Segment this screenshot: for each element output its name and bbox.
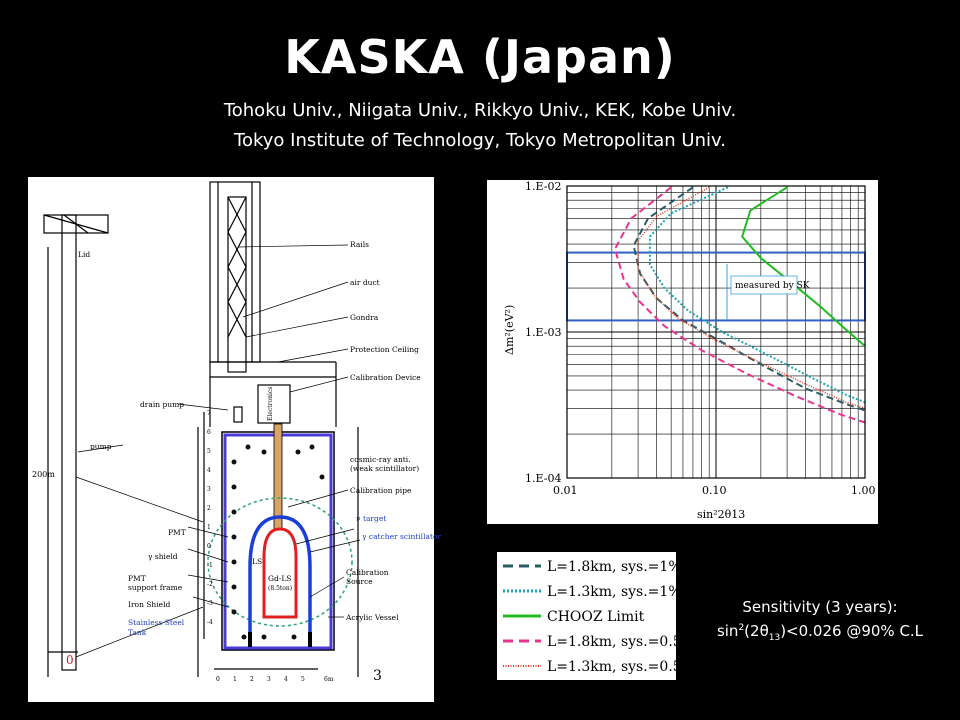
label-calibration-device: Calibration Device: [350, 373, 421, 382]
label-calib-source: Calibration: [346, 568, 389, 577]
legend-label: L=1.3km, sys.=1%: [547, 584, 682, 600]
label-lid: Lid: [78, 250, 91, 259]
label-zero-marker: 0: [66, 653, 74, 667]
vertical-ticks: [207, 410, 213, 626]
electronics-box: [258, 385, 290, 423]
affiliations-line-1: Tohoku Univ., Niigata Univ., Rikkyo Univ., KEK, Kobe Univ.: [223, 100, 737, 121]
sensitivity-chart: [487, 180, 878, 524]
vertical-tick: -3: [207, 600, 213, 607]
y-tick-label: 1.E-04: [525, 472, 562, 485]
scale-tick: 1: [233, 676, 237, 683]
detector-diagram: [28, 177, 442, 702]
vertical-tick: 4: [207, 467, 211, 474]
chart-legend: [497, 552, 695, 680]
label-weak-scintillator: (weak scintillator): [350, 464, 420, 473]
label-gdls-size: (8.5ton): [268, 585, 293, 592]
label-electronics: Electronics: [267, 386, 274, 421]
label-calib-source-2: Source: [346, 577, 373, 586]
calibration-pipe: [274, 424, 282, 544]
scale-tick: 2: [250, 676, 254, 683]
label-air-duct: air duct: [350, 278, 380, 287]
chart-curves: [615, 187, 865, 422]
pump-shaft: [62, 215, 76, 670]
label-scale-unit: 6m: [324, 676, 334, 683]
label-page-number: 3: [373, 668, 382, 684]
legend-label: L=1.3km, sys.=0.5%: [547, 659, 695, 675]
label-acrylic: Acrylic Vessel: [346, 613, 399, 622]
y-axis-label: Δm²(eV²): [503, 304, 516, 355]
detector-schematic-svg: [28, 177, 442, 702]
label-gamma-catcher: γ catcher scintillator: [362, 532, 442, 541]
legend-label: CHOOZ Limit: [547, 609, 645, 625]
vertical-tick: 7: [207, 410, 211, 417]
legend-label: L=1.8km, sys.=1%: [547, 559, 682, 575]
legend-label: L=1.8km, sys.=0.5%: [547, 634, 695, 650]
label-cosmic-ray: cosmic-ray anti.: [350, 455, 411, 464]
vertical-tick: -2: [207, 581, 213, 588]
series-line: [634, 187, 865, 410]
x-tick-label: 1.00: [851, 484, 876, 497]
scale-tick: 4: [284, 676, 288, 683]
label-protection-ceiling: Protection Ceiling: [350, 345, 419, 354]
y-tick-label: 1.E-02: [525, 180, 562, 193]
series-line: [650, 187, 865, 402]
label-depth: 200m: [32, 470, 55, 479]
vertical-tick: 0: [207, 543, 211, 550]
x-axis-label: sin²2θ13: [697, 508, 746, 521]
label-ls: LS: [252, 557, 263, 566]
label-pmt: PMT: [168, 528, 186, 537]
label-stainless: Stainless Steel: [128, 618, 185, 627]
vertical-tick: -4: [207, 619, 213, 626]
vertical-tick: 2: [207, 505, 211, 512]
legend-svg: [497, 552, 695, 680]
scale-tick: 3: [267, 676, 271, 683]
vertical-tick: -1: [207, 562, 213, 569]
sensitivity-line-2: $\sin^2(2\theta_{13})<0.026$ @90% C.L: [716, 622, 924, 643]
y-tick-label: 1.E-03: [525, 326, 562, 339]
label-gdls: Gd-LS: [268, 574, 292, 583]
label-tank: Tank: [128, 628, 147, 637]
vertical-tick: 3: [207, 486, 211, 493]
page-title: KASKA (Japan): [284, 30, 676, 84]
label-gondra: Gondra: [350, 313, 379, 322]
vertical-tick: 1: [207, 524, 211, 531]
x-tick-label: 0.01: [553, 484, 578, 497]
label-pump: pump: [90, 442, 112, 451]
annotation-text: measured by SK: [735, 281, 810, 291]
sensitivity-chart-svg: [487, 180, 878, 524]
label-calibration-pipe: Calibration pipe: [350, 486, 412, 495]
x-tick-label: 0.10: [702, 484, 727, 497]
vertical-tick: 5: [207, 448, 211, 455]
label-gamma-shield: γ shield: [148, 552, 178, 561]
sensitivity-note: [684, 597, 956, 649]
sensitivity-line-1: Sensitivity (3 years):: [742, 598, 898, 616]
affiliations-line-2: Tokyo Institute of Technology, Tokyo Metropolitan Univ.: [234, 130, 726, 151]
vertical-tick: 6: [207, 429, 211, 436]
label-drain-pump: drain pump: [140, 400, 185, 409]
label-pmt-support: PMT: [128, 574, 146, 583]
chart-grid: [567, 186, 865, 478]
label-iron-shield: Iron Shield: [128, 600, 171, 609]
label-nu-target: ν target: [356, 514, 387, 523]
label-rails: Rails: [350, 240, 369, 249]
label-pmt-support-2: support frame: [128, 583, 183, 592]
scale-tick: 5: [301, 676, 305, 683]
annotation-group: [727, 264, 810, 320]
scale-tick: 0: [216, 676, 220, 683]
gdls-vessel: [264, 529, 296, 617]
